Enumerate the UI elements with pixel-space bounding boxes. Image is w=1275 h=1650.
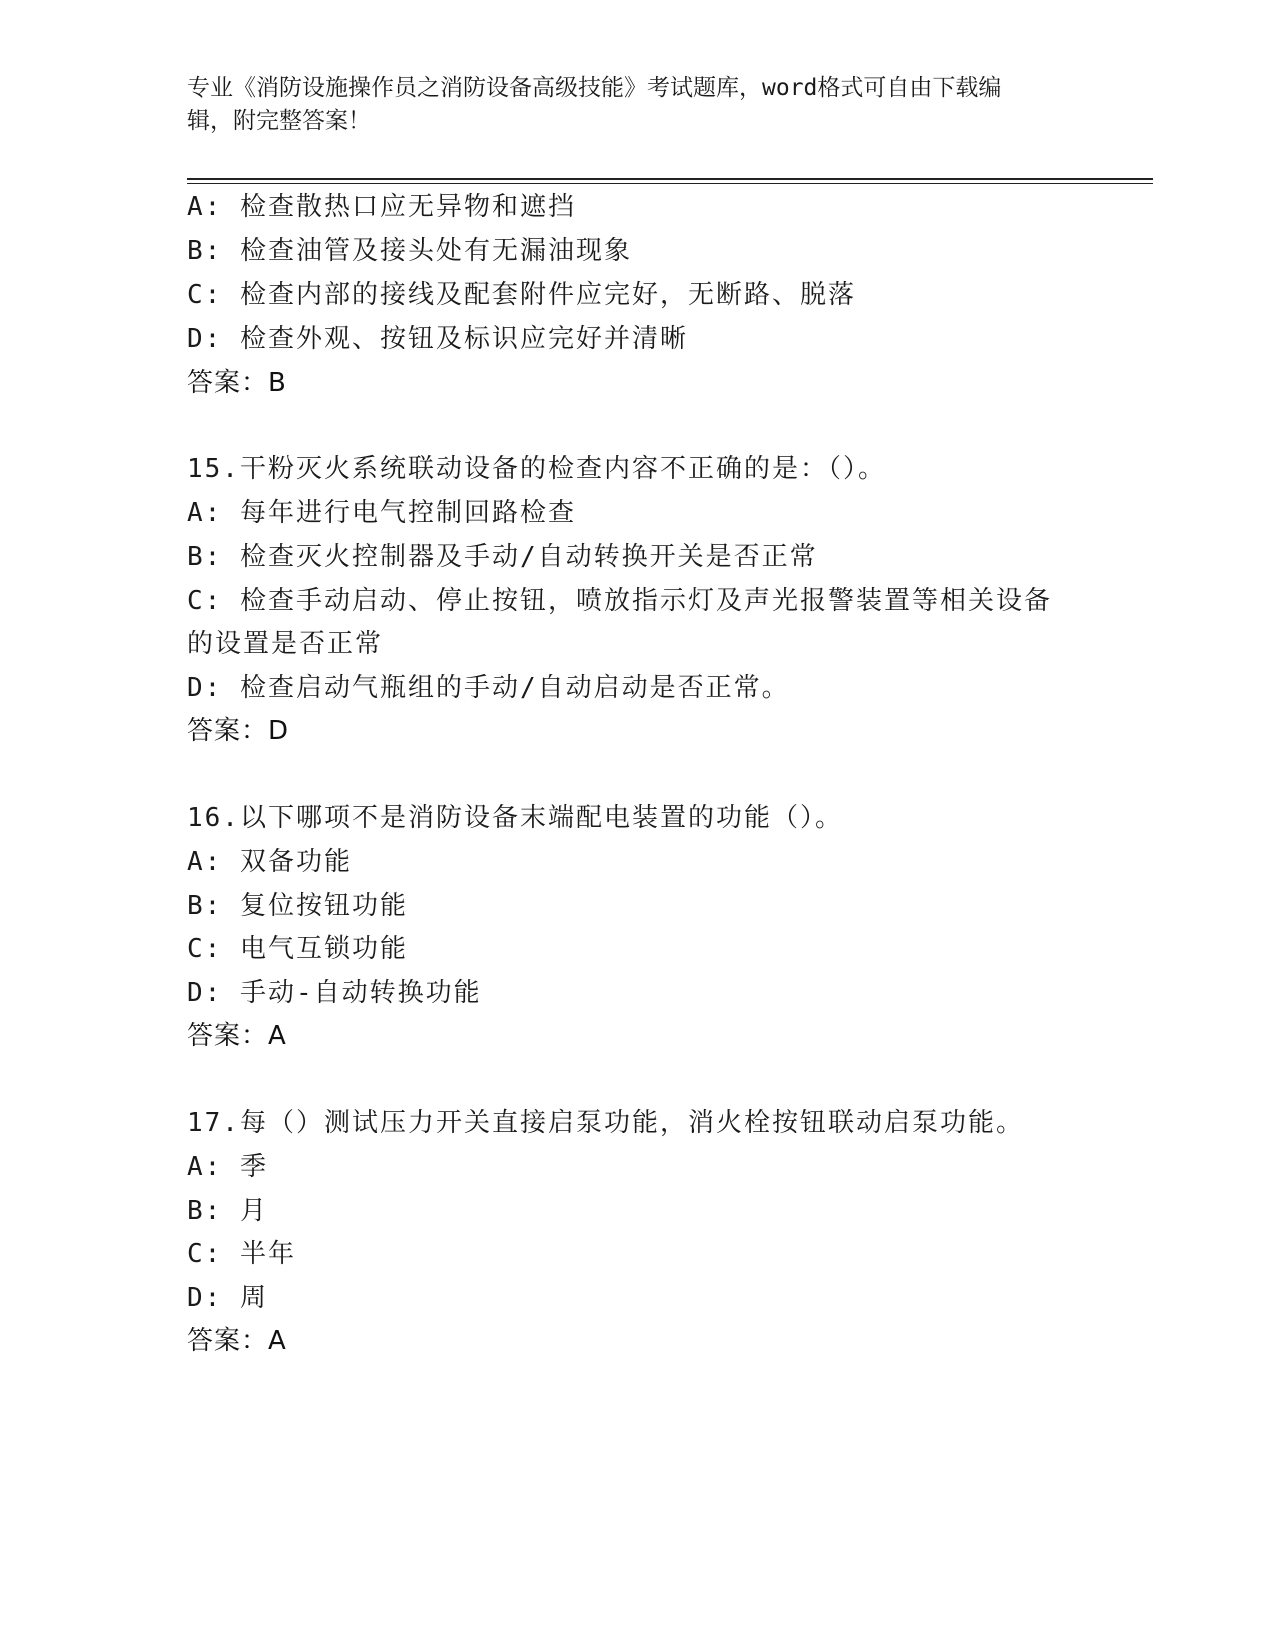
option-d: D: 检查外观、按钮及标识应完好并清晰 <box>187 324 688 354</box>
option-a: A: 每年进行电气控制回路检查 <box>187 498 576 528</box>
header-divider-thin <box>187 183 1153 184</box>
option-b: B: 月 <box>187 1196 268 1226</box>
answer-line: 答案：B <box>187 368 287 398</box>
option-c: C: 半年 <box>187 1239 296 1269</box>
question-stem: 15.干粉灭火系统联动设备的检查内容不正确的是：（）。 <box>187 454 886 484</box>
option-a: A: 季 <box>187 1152 268 1182</box>
document-header <box>187 72 1067 138</box>
answer-line: 答案：A <box>187 1021 287 1051</box>
answer-line: 答案：A <box>187 1326 287 1356</box>
option-b: B: 检查灭火控制器及手动/自动转换开关是否正常 <box>187 542 818 572</box>
option-b: B: 复位按钮功能 <box>187 891 408 921</box>
question-stem: 17.每（）测试压力开关直接启泵功能，消火栓按钮联动启泵功能。 <box>187 1108 1024 1138</box>
header-line-1: 专业《消防设施操作员之消防设备高级技能》考试题库，word格式可自由下载编 <box>187 75 1002 101</box>
option-b: B: 检查油管及接头处有无漏油现象 <box>187 236 632 266</box>
option-a: A: 双备功能 <box>187 847 352 877</box>
option-d: D: 手动-自动转换功能 <box>187 978 482 1008</box>
header-divider-thick <box>187 178 1153 180</box>
option-c: C: 检查内部的接线及配套附件应完好，无断路、脱落 <box>187 280 856 310</box>
option-c-continued: 的设置是否正常 <box>187 629 384 659</box>
option-c: C: 电气互锁功能 <box>187 934 408 964</box>
option-d: D: 检查启动气瓶组的手动/自动启动是否正常。 <box>187 673 790 703</box>
question-stem: 16.以下哪项不是消防设备末端配电装置的功能（）。 <box>187 803 843 833</box>
option-a: A: 检查散热口应无异物和遮挡 <box>187 192 576 222</box>
option-c: C: 检查手动启动、停止按钮，喷放指示灯及声光报警装置等相关设备 <box>187 586 1052 616</box>
answer-line: 答案：D <box>187 716 290 746</box>
header-line-2: 辑，附完整答案！ <box>187 108 371 134</box>
option-d: D: 周 <box>187 1283 268 1313</box>
